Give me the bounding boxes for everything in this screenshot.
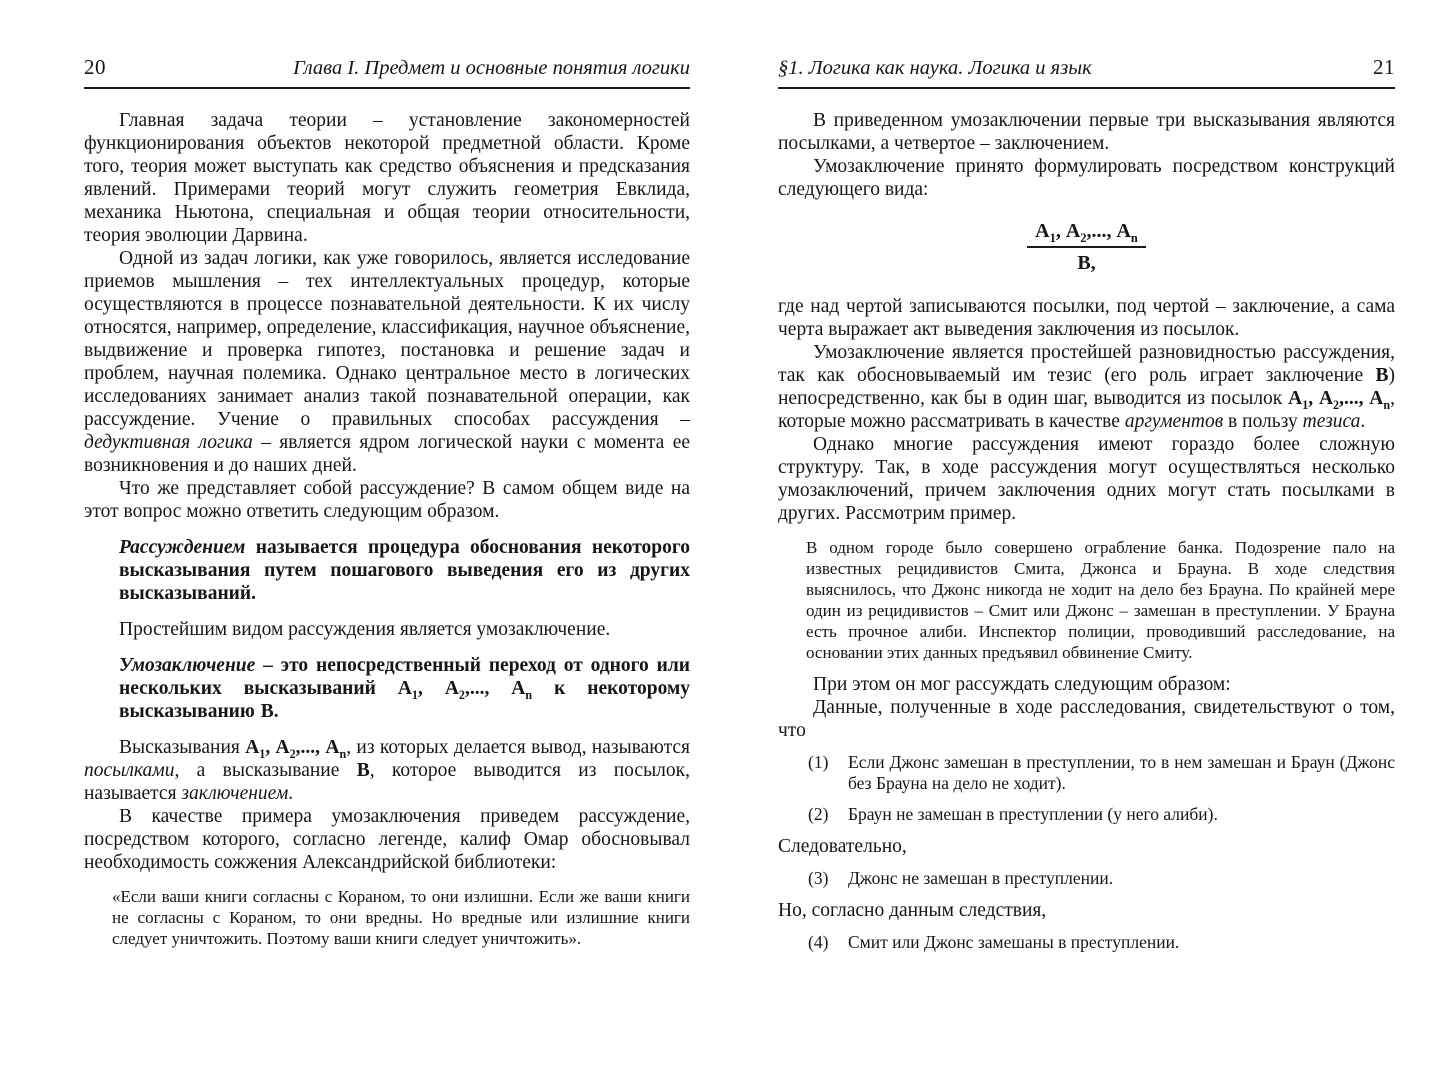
text-run: 1 <box>259 746 266 761</box>
text-run: называется процедура обоснования некоторого высказывания путем пошагового выведения его из других высказываний. <box>119 537 690 604</box>
text-run: ,..., А <box>1086 220 1131 242</box>
item-number: (2) <box>808 804 829 824</box>
text-run: А <box>397 678 412 699</box>
page-content-right <box>778 109 1395 953</box>
running-head-right <box>778 55 1395 89</box>
text-run: 2 <box>458 687 465 702</box>
numbered-item <box>808 804 1395 825</box>
text-run: В качестве примера умозаключения приведем рассуждение, посредством которого, согласно легенде, калиф Омар обосновывал необходимость сожжения Александрийской библиотеки: <box>84 806 690 873</box>
text-run: Джонс не замешан в преступлении. <box>848 868 1114 888</box>
text-run: 1 <box>1302 397 1309 412</box>
paragraph <box>778 155 1395 201</box>
paragraph <box>84 109 690 247</box>
item-number: (1) <box>808 752 829 772</box>
text-run: Браун не замешан в преступлении (у него алиби). <box>848 804 1218 824</box>
page-number-right: 21 <box>1373 55 1395 79</box>
text-run: Главная задача теории – установление закономерностей функционирования объектов некоторой предметной области. Кроме того, теория может выступать как средство объяснения и предсказания явлений. Примерами теорий могут служить геометрия Евклида, механика Ньютона, специальная и общая теории относительности, теория эволюции Дарвина. <box>84 110 690 246</box>
text-run: тезиса <box>1302 411 1361 432</box>
text-run: 1 <box>411 687 418 702</box>
paragraph <box>84 805 690 874</box>
text-run: n <box>1383 397 1391 412</box>
definition-block <box>119 536 690 605</box>
text-run: посылками <box>84 760 175 781</box>
paragraph <box>84 247 690 477</box>
text-run: , А <box>1055 220 1081 242</box>
page-number-left: 20 <box>84 55 106 79</box>
text-run: Данные, полученные в ходе расследования, свидетельствуют о том, что <box>778 697 1395 741</box>
text-run: 1 <box>1049 231 1056 245</box>
item-text <box>848 932 1395 953</box>
item-text <box>848 868 1395 889</box>
text-run: Простейшим видом рассуждения является умозаключение. <box>119 619 611 640</box>
text-run: В, <box>1077 252 1096 274</box>
text-run: Рассуждением <box>119 537 246 558</box>
paragraph <box>778 696 1395 742</box>
text-run: Однако многие рассуждения имеют гораздо более сложную структуру. Так, в ходе рассуждения могут осуществляться несколько умозаключений, причем заключения одних могут стать посылками в других. Рассмотрим пример. <box>778 434 1395 524</box>
item-number: (4) <box>808 932 829 952</box>
text-run: , которое выводится из посылок, называется <box>84 760 690 804</box>
item-text <box>848 804 1395 825</box>
text-run: ) непосредственно, как бы в один шаг, выводится из посылок <box>778 365 1395 409</box>
text-run: n <box>525 687 533 702</box>
running-title-right: §1. Логика как наука. Логика и язык <box>778 57 1092 79</box>
text-run: Следовательно, <box>778 836 907 857</box>
formula-premises <box>1027 219 1146 248</box>
text-run: 2 <box>1333 397 1340 412</box>
text-run: в пользу <box>1223 411 1303 432</box>
block-quote <box>112 886 690 949</box>
paragraph <box>778 673 1395 696</box>
text-run: , из которых делается вывод, называются <box>346 737 690 758</box>
paragraph <box>84 618 690 641</box>
text-run: Что же представляет собой рассуждение? В самом общем виде на этот вопрос можно ответить следующим образом. <box>84 478 690 522</box>
text-run: Но, согласно данным следствия, <box>778 900 1047 921</box>
numbered-item <box>808 752 1395 794</box>
text-run: Высказывания <box>119 737 246 758</box>
text-run: В приведенном умозаключении первые три высказывания являются посылками, а четвертое – заключением. <box>778 110 1395 154</box>
paragraph <box>778 295 1395 341</box>
text-run: . <box>288 783 294 804</box>
text-run: , А <box>417 678 459 699</box>
definition-block <box>119 654 690 723</box>
text-run: ,..., А <box>1339 388 1384 409</box>
page-21 <box>716 0 1432 1080</box>
text-run: , А <box>265 737 290 758</box>
paragraph <box>84 477 690 523</box>
text-run: – это непосредственный переход от одного или нескольких высказываний <box>119 655 690 699</box>
text-run: Умозаключение является простейшей разновидностью рассуждения, так как обосновываемый им тезис (его роль играет заключение <box>778 342 1395 386</box>
text-run: 2 <box>1080 231 1087 245</box>
text-run: n <box>1130 231 1138 245</box>
formula-conclusion <box>778 251 1395 275</box>
text-run: – является ядром логической науки с момента ее возникновения и до наших дней. <box>84 432 690 476</box>
block-quote <box>806 537 1395 663</box>
item-number: (3) <box>808 868 829 888</box>
text-run: аргументов <box>1124 411 1224 432</box>
text-run: ,..., А <box>295 737 340 758</box>
text-run: А <box>245 737 260 758</box>
numbered-item <box>808 868 1395 889</box>
item-text <box>848 752 1395 794</box>
text-run: А <box>1035 220 1050 242</box>
text-run: Умозаключение принято формулировать посредством конструкций следующего вида: <box>778 156 1395 200</box>
text-run: заключением <box>181 783 289 804</box>
text-run: В одном городе было совершено ограбление банка. Подозрение пало на известных рецидивистов Смита, Джонса и Брауна. В ходе следствия выяснилось, что Джонс никогда не ходит на дело без Брауна. По крайней мере один из рецидивистов – Смит или Джонс – замешан в преступлении. У Брауна есть прочное алиби. Инспектор полиции, проводивший расследование, на основании этих данных предъявил обвинение Смиту. <box>806 538 1395 662</box>
paragraph <box>778 341 1395 433</box>
text-run: А <box>1288 388 1303 409</box>
running-head-left <box>84 55 690 89</box>
text-run: к некоторому высказыванию В. <box>119 678 690 722</box>
paragraph <box>778 835 1395 858</box>
text-run: n <box>339 746 347 761</box>
inference-formula <box>778 219 1395 275</box>
text-run: дедуктивная логика <box>84 432 253 453</box>
text-run: Смит или Джонс замешаны в преступлении. <box>848 932 1180 952</box>
text-run: При этом он мог рассуждать следующим образом: <box>813 674 1231 695</box>
text-run: , которые можно рассматривать в качестве <box>778 388 1395 432</box>
text-run: . <box>1360 411 1366 432</box>
text-run: 2 <box>289 746 296 761</box>
running-title-left: Глава I. Предмет и основные понятия логики <box>293 57 690 79</box>
text-run: Если Джонс замешан в преступлении, то в нем замешан и Браун (Джонс без Брауна на дело не ходит). <box>848 752 1395 793</box>
text-run: «Если ваши книги согласны с Кораном, то они излишни. Если же ваши книги не согласны с Кораном, то они вредны. Но вредные или излишние книги следует уничтожить. Поэтому ваши книги следует уничтожить». <box>112 887 690 948</box>
paragraph <box>778 433 1395 525</box>
text-run: Умозаключение <box>119 655 256 676</box>
paragraph <box>778 899 1395 922</box>
paragraph <box>84 736 690 805</box>
paragraph <box>778 109 1395 155</box>
numbered-item <box>808 932 1395 953</box>
text-run: Одной из задач логики, как уже говорилось, является исследование приемов мышления – тех интеллектуальных процедур, которые осуществляются в процессе познавательной деятельности. К их числу относятся, например, определение, классификация, научное объяснение, выдвижение и проверка гипотез, постановка и решение задач и проблем, научная полемика. Однако центральное место в логических исследованиях занимает анализ такой познавательной операции, как рассуждение. Учение о правильных способах рассуждения – <box>84 248 690 430</box>
text-run: , а высказывание <box>174 760 357 781</box>
text-run: где над чертой записываются посылки, под чертой – заключение, а сама черта выражает акт выведения заключения из посылок. <box>778 296 1395 340</box>
text-run: , А <box>1308 388 1334 409</box>
page-content-left <box>84 109 690 949</box>
text-run: В <box>356 760 370 781</box>
text-run: В <box>1375 365 1389 386</box>
text-run: ,..., А <box>464 678 526 699</box>
